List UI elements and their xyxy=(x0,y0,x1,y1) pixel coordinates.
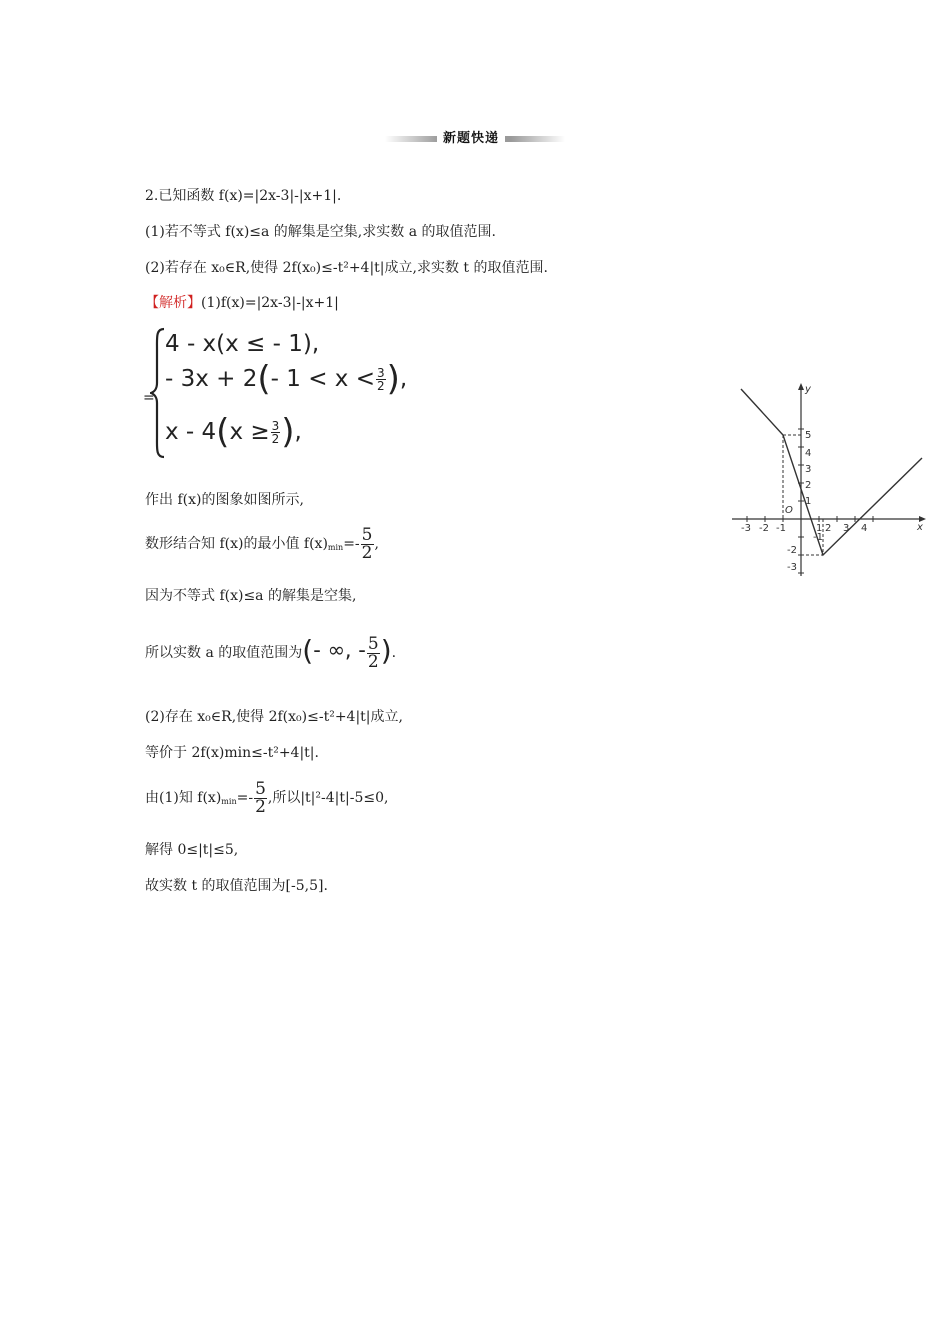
function-graph xyxy=(728,378,930,582)
y-tick-label: 2 xyxy=(805,480,812,491)
piece-3-expr: x - 4 xyxy=(165,419,217,445)
piecewise-equals: = xyxy=(143,390,155,406)
solution-empty-set: 因为不等式 f(x)≤a 的解集是空集, xyxy=(145,588,357,604)
y-tick-label: 5 xyxy=(805,430,812,441)
fraction-five-halves-2: $\frac{5}{2}$ xyxy=(367,633,379,672)
y-tick-label: -1 xyxy=(813,532,823,543)
section-banner xyxy=(385,130,565,148)
y-axis-arrow xyxy=(798,383,804,390)
x-tick-label: 3 xyxy=(843,523,850,534)
piece-2-cond: - 1 < x < xyxy=(270,366,375,392)
solution-tag: 【解析】 xyxy=(145,295,201,311)
solution-line-1 xyxy=(145,293,339,313)
solution-min-line: 数形结合知 f(x)的最小值 $f(x)_{min}=-$ $\frac{5}{2}$ , xyxy=(145,524,379,563)
origin-label: O xyxy=(785,505,793,516)
solution-s2-5: 故实数 t 的取值范围为[-5,5]. xyxy=(145,878,328,894)
problem-part1: (1)若不等式 f(x)≤a 的解集是空集,求实数 a 的取值范围. xyxy=(145,224,496,240)
solution-s1-head: (1)f(x)=|2x-3|-|x+1| xyxy=(201,295,339,311)
piece-2: - 3x + 2(- 1 < x < $\frac{3}{2}$ ), xyxy=(165,359,408,399)
piece-2-expr: - 3x + 2 xyxy=(165,366,258,392)
x-tick-label: -2 xyxy=(759,523,769,534)
y-tick-label: -2 xyxy=(787,545,797,556)
x-axis-label: x xyxy=(917,522,923,533)
fraction-five-halves: $\frac{5}{2}$ xyxy=(361,524,373,563)
y-axis-label: y xyxy=(805,384,811,395)
piece-1: 4 - x(x ≤ - 1), xyxy=(165,331,320,357)
y-tick-label: 3 xyxy=(805,464,812,475)
solution-s2-3: 由(1)知 $f(x)_{min}=-$ $\frac{5}{2}$ ,所以|t|²-4|t|-5≤0, xyxy=(145,778,389,817)
x-tick-label: 2 xyxy=(825,523,832,534)
x-tick-label: -1 xyxy=(776,523,786,534)
problem-part2: (2)若存在 x₀∈R,使得 2f(x₀)≤-t²+4|t|成立,求实数 t 的取值范围. xyxy=(145,260,548,276)
solution-s2-1: (2)存在 x₀∈R,使得 2f(x₀)≤-t²+4|t|成立, xyxy=(145,709,403,725)
solution-s2-4: 解得 0≤|t|≤5, xyxy=(145,842,239,858)
y-tick-label: -3 xyxy=(787,562,797,573)
fraction-five-halves-3: $\frac{5}{2}$ xyxy=(255,778,266,817)
fraction-three-halves: $\frac{3}{2}$ xyxy=(377,366,385,393)
piecewise-brace xyxy=(150,327,166,459)
fraction-three-halves-2: $\frac{3}{2}$ xyxy=(271,419,280,446)
x-tick-label: -3 xyxy=(741,523,751,534)
x-tick-label: 4 xyxy=(861,523,868,534)
solution-graph-note: 作出 f(x)的图象如图所示, xyxy=(145,492,304,508)
problem-stem: 2.已知函数 f(x)=|2x-3|-|x+1|. xyxy=(145,188,342,204)
solution-range-a: 所以实数 a 的取值范围为(- ∞, - $\frac{5}{2}$ ). xyxy=(145,633,397,672)
y-tick-label: 1 xyxy=(805,496,812,507)
piece-3-cond: x ≥ xyxy=(229,419,270,445)
x-tick-label: 1 xyxy=(816,523,823,534)
piece-3: x - 4(x ≥ $\frac{3}{2}$ ), xyxy=(165,412,302,452)
solution-s2-2: 等价于 2f(x)min≤-t²+4|t|. xyxy=(145,745,319,761)
banner-title: 新题快递 xyxy=(437,130,505,148)
y-tick-label: 4 xyxy=(805,448,812,459)
